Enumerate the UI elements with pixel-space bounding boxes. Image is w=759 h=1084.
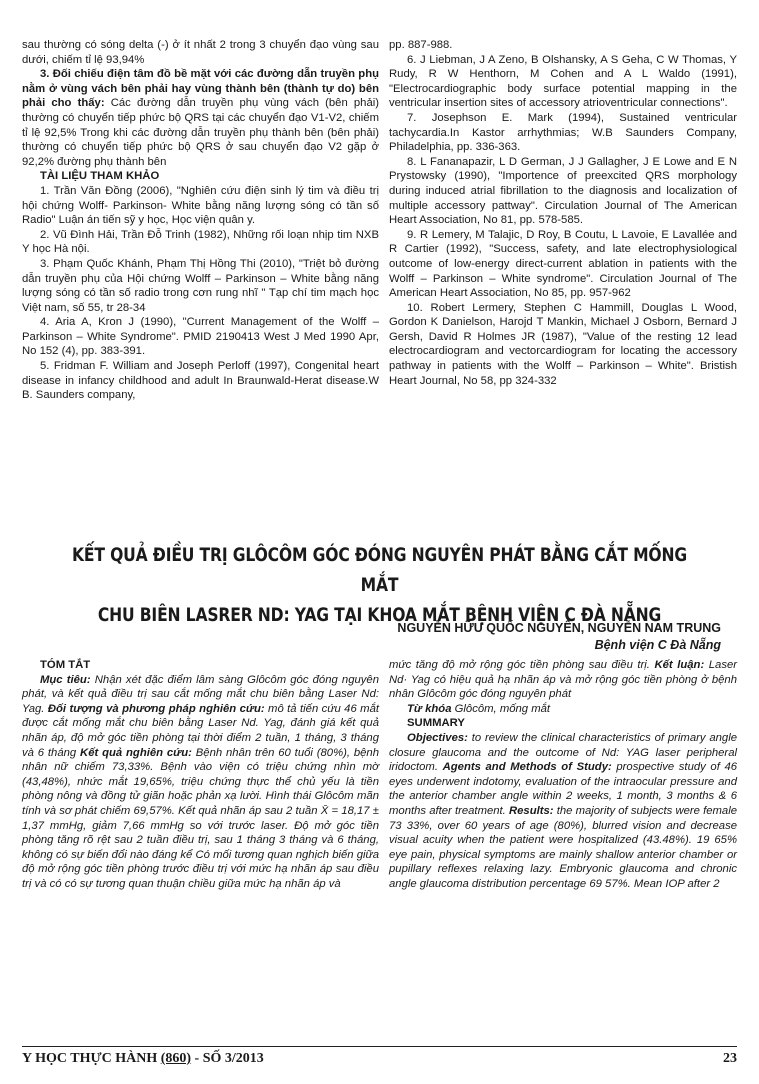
- result-text: Bệnh nhân trên 60 tuổi (80%), bệnh nhân nữ chiếm 73,33%. Bệnh vào viện có triệu chứng nhìn mờ (43,48%), nhức mắt 19,65%, triệu chứng thực thể chủ yếu là tiền phòng nông và đồng tử giãn hoặc phản xạ lười. Hình thái Glôcôm mãn tính và sơ phát chiếm 69,57%. Kết quả nhãn áp sau 2 tuần X̄ = 18,17 ± 1,37 mmHg, giảm 7,66 mmHg so với trước laser. Độ mở góc tiền phòng tăng rõ rệt sau 2 tuần điều trị, sau 1 tháng 3 tháng và 6 tháng, không có sự biến đổi nào đáng kể Có mối tương quan nghịch biến giữa độ mở rộng góc tiền phòng trước điều trị với mức hạ nhãn áp sau điều trị và có có sự tương quan thuận chiều giữa mức hạ nhãn áp và: [22, 746, 379, 890]
- reference-item: 3. Phạm Quốc Khánh, Phạm Thị Hồng Thi (2010), "Triệt bỏ đường dẫn truyền phụ của Hội chứng Wolff – Parkinson – White bằng năng lượng sóng có tần số radio trong cơn rung nhĩ " Tạp chí tim mạch học Việt nam, số 55, tr 28-34: [22, 257, 379, 314]
- authors: NGUYỄN HỮU QUỐC NGUYÊN, NGUYỄN NAM TRUNG: [397, 621, 721, 635]
- results-label: Results:: [508, 804, 554, 817]
- abstract-continuation: [389, 658, 737, 702]
- summary-body: [389, 731, 737, 892]
- reference-item: 8. L Fananapazir, L D German, J J Gallagher, J E Lowe and E N Prystowsky (1990), "Importence of preexcited QRS morphology during induced atrial fibrillation to the diagnosis and localization of multiple accessory pattway". Circulation Journal of The American Heart Association, No 81, pp. 578-585.: [389, 155, 737, 227]
- reference-item: 7. Josephson E. Mark (1994), Sustained ventricular tachycardia.In Kastor arrhythmias; W.B Saunders Company, Philadelphia, pp. 336-363.: [389, 111, 737, 154]
- method-text: mô tả tiến cứu 46 mắt được cắt mống mắt chu biên bằng Laser Nd. Yag, đánh giá kết quả nhãn áp, độ mở góc tiền phòng tại thời điểm 2 tuần, 1 tháng, 3 tháng và 6 tháng: [22, 702, 379, 759]
- journal-prefix: Y HỌC THỰC HÀNH: [22, 1051, 161, 1066]
- reference-item: pp. 887-988.: [389, 39, 453, 51]
- conclusion-text: Laser Nd· Yag có hiệu quả hạ nhãn áp và mở rộng góc tiền phòng ở bệnh nhân Glôcôm góc đóng nguyên phát: [389, 659, 738, 701]
- reference-item: 6. J Liebman, J A Zeno, B Olshansky, A S Geha, C W Thomas, Y Rudy, R W Henthorn, M Cohen and A L Waldo (1991), "Electrocardiographic body surface potential mapping in the ventricular insertion sites of accessory atrioventricular connections".: [389, 53, 737, 110]
- result-label: Kết quả nghiên cứu:: [80, 746, 192, 759]
- journal-issue: (860): [160, 1051, 192, 1066]
- page-number: 23: [723, 1051, 737, 1066]
- objectives-label: Objectives:: [407, 731, 468, 744]
- affiliation: Bệnh viện C Đà Nẵng: [594, 638, 721, 652]
- reference-item: 9. R Lemery, M Talajic, D Roy, B Coutu, L Lavoie, E Lavallée and R Cartier (1992), "Success, safety, and late electrophysiological outcome of low-energy direct-current ablation in patients with the Wolff – Parkinson – White syndrome". Circulation Journal of The American Heart Association, No 85, pp. 957-962: [389, 228, 737, 300]
- keywords-label: Từ khóa: [407, 702, 452, 715]
- reference-item: 2. Vũ Đình Hải, Trần Đỗ Trinh (1982), Những rối loạn nhịp tim NXB Y học Hà nội.: [22, 228, 379, 256]
- finding-3-title: 3. Đối chiếu điện tâm đồ bề mặt với các đường dẫn truyền phụ nằm ở vùng vách bên phải hay vùng thành bên (thành tự do) bên phải cho thấy:: [22, 68, 379, 110]
- objective-label: Mục tiêu:: [40, 673, 91, 686]
- continuation-text: mức tăng độ mở rộng góc tiền phòng sau điều trị.: [389, 659, 655, 671]
- journal-name: [22, 1051, 264, 1067]
- keywords-text: Glôcôm, mống mắt: [451, 702, 551, 715]
- agents-text: prospective study of 46 eyes underwent indotomy, evaluation of the intraocular pressure and the anterior chamber angle within 2 weeks, 1 month, 3 months & 6 months after treatment.: [389, 761, 738, 817]
- keywords: [389, 702, 737, 717]
- objectives-text: to review the clinical characteristics of primary angle closure glaucoma and the outcome of Nd: YAG laser peripheral iridoctom.: [389, 731, 737, 774]
- conclusion-label: Kết luận:: [654, 659, 705, 671]
- article-title-line-1: KẾT QUẢ ĐIỀU TRỊ GLÔCÔM GÓC ĐÓNG NGUYÊN PHÁT BẰNG CẮT MỐNG MẮT: [71, 544, 688, 596]
- agents-label: Agents and Methods of Study:: [442, 761, 612, 774]
- reference-item: 5. Fridman F. William and Joseph Perloff (1997), Congenital heart disease in infancy childhood and adult In Braunwald-Herat disease.W B. Saunders company,: [22, 360, 379, 402]
- article-title-line-2: CHU BIÊN LASRER ND: YAG TẠI KHOA MẮT BỆNH VIỆN C ĐÀ NẴNG: [97, 604, 662, 626]
- abstract-vietnamese: [22, 658, 379, 892]
- reference-item: 1. Trần Văn Đồng (2006), "Nghiên cứu điện sinh lý tim và điều trị hội chứng Wolff- Parkinson- White bằng năng lượng sóng có tần số Radio" Luận án tiến sỹ y học, Học viện quân y.: [22, 184, 379, 227]
- author-block: [397, 620, 721, 654]
- results-text: the majority of subjects were female 73 33%, over 60 years of age (80%), blurred vision and decrease visual acuity when the patient were hospitalized (43.48%). 19 65% eye pain, physical symptoms are mainly shallow anterior chamber or pupillary reflexes relaxing lazy. Embryonic glaucoma and chronic angle glaucoma distribution percentage 69 57%. Mean IOP after 2: [389, 804, 737, 890]
- abstract-english: [389, 658, 737, 892]
- page-footer: [22, 1046, 737, 1069]
- journal-suffix: - SỐ 3/2013: [191, 1051, 264, 1066]
- references-column-right: [389, 38, 737, 388]
- references-column-left: [22, 38, 379, 403]
- reference-item: 4. Aria A, Kron J (1990), "Current Management of the Wolff – Parkinson – White Syndrome". PMID 2190413 West J Med 1990 Apr, No 152 (4), pp. 383-391.: [22, 316, 379, 358]
- objective-text: Nhận xét đặc điểm lâm sàng Glôcôm góc đóng nguyên phát, và kết quả điều trị sau cắt mống mắt chu biên bằng Laser Nd: Yag.: [22, 673, 379, 715]
- summary-heading: SUMMARY: [407, 717, 465, 730]
- finding-3: [22, 67, 379, 169]
- reference-item: 10. Robert Lermery, Stephen C Hammill, Douglas L Wood, Gordon K Danielson, Harojd T Mankin, Michael J Osborn, Bernard J Gersh, David R Holmes JR (1987), "Value of the resting 12 lead electrocardiogram and vectorcardiogram for locating the accessory pathway in patients with the Wolff – Parkinson – White". Bristish Heart Journal, No 58, pp 324-332: [389, 301, 737, 387]
- abstract-heading: TÓM TẮT: [40, 659, 91, 671]
- abstract-body: [22, 673, 379, 892]
- conclusion-continuation: sau thường có sóng delta (-) ở ít nhất 2 trong 3 chuyển đạo vùng sau dưới, chiếm tỉ lệ 93,94%: [22, 39, 379, 66]
- finding-3-body: Các đường dẫn truyền phụ vùng vách (bên phải) thường có chuyển tiếp phức bộ QRS tại các chuyển đạo V1-V2, chiếm tỉ lệ 92,5% Trong khi các đường dẫn truyền phụ thành bên (bên phải) thường có chuyển tiếp phức bộ QRS ở sau chuyển đạo V2 gặp ở 92,2% đường phụ thành bên: [22, 97, 379, 168]
- references-heading: TÀI LIỆU THAM KHẢO: [40, 170, 160, 183]
- method-label: Đối tượng và phương pháp nghiên cứu:: [47, 702, 265, 715]
- article-title: [68, 540, 690, 630]
